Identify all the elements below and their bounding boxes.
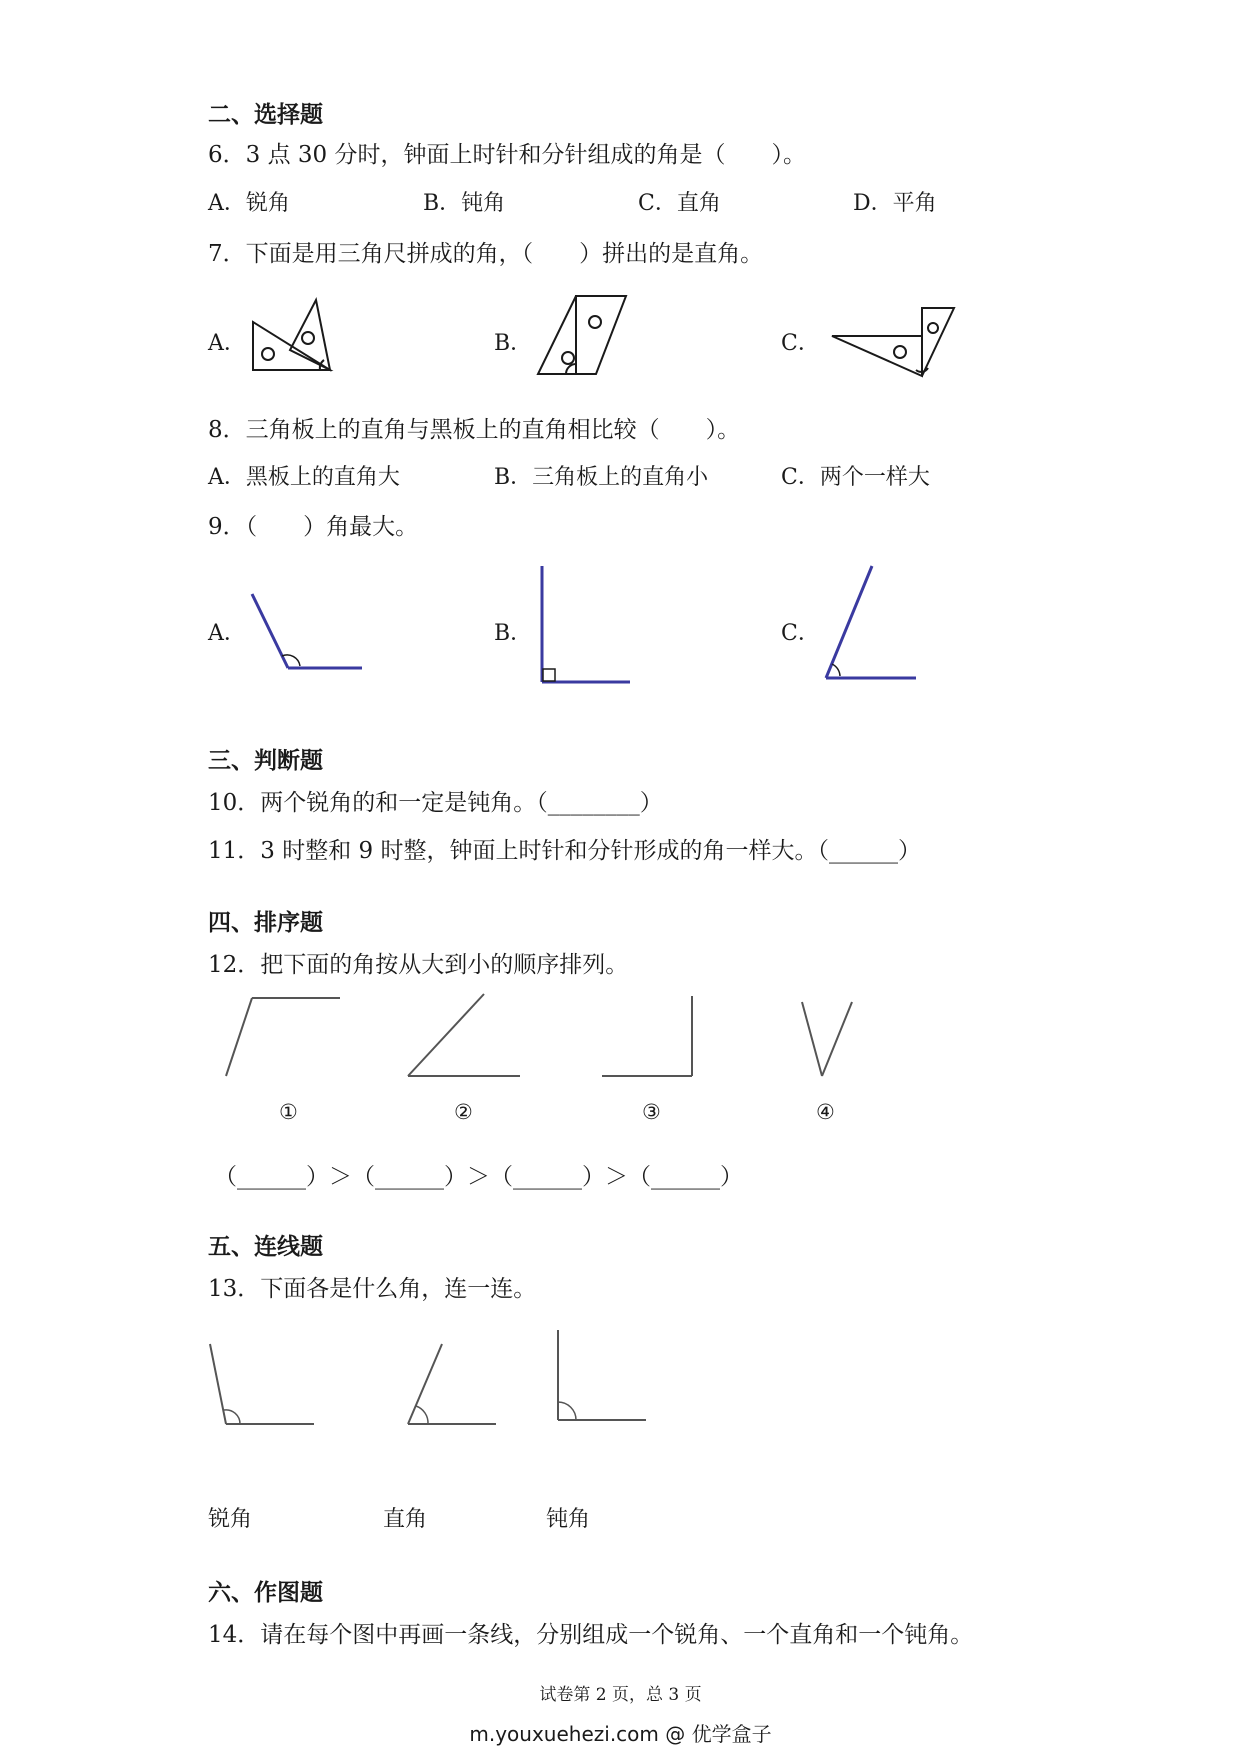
q9-angle-c-acute [822, 564, 922, 684]
q7-figure-b [530, 292, 630, 382]
q6-option-d: D．平角 [853, 191, 937, 216]
q9-label-b: B． [494, 621, 533, 646]
q7-figure-a [248, 298, 338, 378]
q12-number-1: ① [279, 1100, 298, 1124]
q6-stem: 6．3 点 30 分时，钟面上时针和分针组成的角是（ ）。 [208, 142, 806, 168]
q14-stem: 14．请在每个图中再画一条线，分别组成一个锐角、一个直角和一个钝角。 [208, 1622, 974, 1648]
q7-label-b: B． [494, 331, 533, 356]
q12-stem: 12．把下面的角按从大到小的顺序排列。 [208, 952, 629, 978]
q9-stem: 9．（ ）角最大。 [208, 514, 419, 540]
q13-name-right: 直角 [383, 1507, 428, 1532]
q12-angle-1 [222, 994, 342, 1078]
q9-label-c: C． [781, 621, 820, 646]
q6-option-b: B．钝角 [423, 191, 506, 216]
section-choice-heading: 二、选择题 [208, 102, 323, 128]
q6-option-a: A．锐角 [208, 191, 290, 216]
q10-stem: 10．两个锐角的和一定是钝角。（________） [208, 790, 663, 816]
q8-option-c: C．两个一样大 [781, 465, 930, 490]
q12-angle-4 [798, 998, 858, 1080]
q8-option-b: B．三角板上的直角小 [494, 465, 709, 490]
q7-label-c: C． [781, 331, 820, 356]
q7-label-a: A． [208, 331, 246, 356]
section-order-heading: 四、排序题 [208, 910, 323, 936]
q12-angle-3 [598, 994, 698, 1080]
q12-number-4: ④ [816, 1100, 835, 1124]
q13-angle-acute [404, 1340, 500, 1428]
q9-angle-a-obtuse [248, 590, 368, 670]
q12-number-3: ③ [642, 1100, 661, 1124]
q9-label-a: A． [208, 621, 246, 646]
q12-answer-blanks: （______）＞（______）＞（______）＞（______） [214, 1164, 743, 1190]
q6-option-c: C．直角 [638, 191, 721, 216]
q13-angle-obtuse [206, 1340, 318, 1428]
q13-stem: 13．下面各是什么角，连一连。 [208, 1276, 537, 1302]
section-match-heading: 五、连线题 [208, 1234, 323, 1260]
q13-name-obtuse: 钝角 [546, 1507, 591, 1532]
q13-angle-right [554, 1328, 650, 1424]
q11-stem: 11．3 时整和 9 时整，钟面上时针和分针形成的角一样大。（______） [208, 838, 921, 864]
q12-angle-2 [404, 990, 524, 1080]
section-judge-heading: 三、判断题 [208, 748, 323, 774]
section-draw-heading: 六、作图题 [208, 1580, 323, 1606]
q8-option-a: A．黑板上的直角大 [208, 465, 400, 490]
page-footer: 试卷第 2 页，总 3 页 [539, 1685, 702, 1705]
q7-figure-c [830, 302, 960, 382]
q12-number-2: ② [454, 1100, 473, 1124]
q8-stem: 8．三角板上的直角与黑板上的直角相比较（ ）。 [208, 417, 741, 443]
q9-angle-b-right [538, 564, 634, 684]
q13-name-acute: 锐角 [208, 1507, 253, 1532]
q7-stem: 7．下面是用三角尺拼成的角，（ ）拼出的是直角。 [208, 241, 764, 267]
watermark-site: m.youxuehezi.com @ 优学盒子 [469, 1722, 772, 1746]
